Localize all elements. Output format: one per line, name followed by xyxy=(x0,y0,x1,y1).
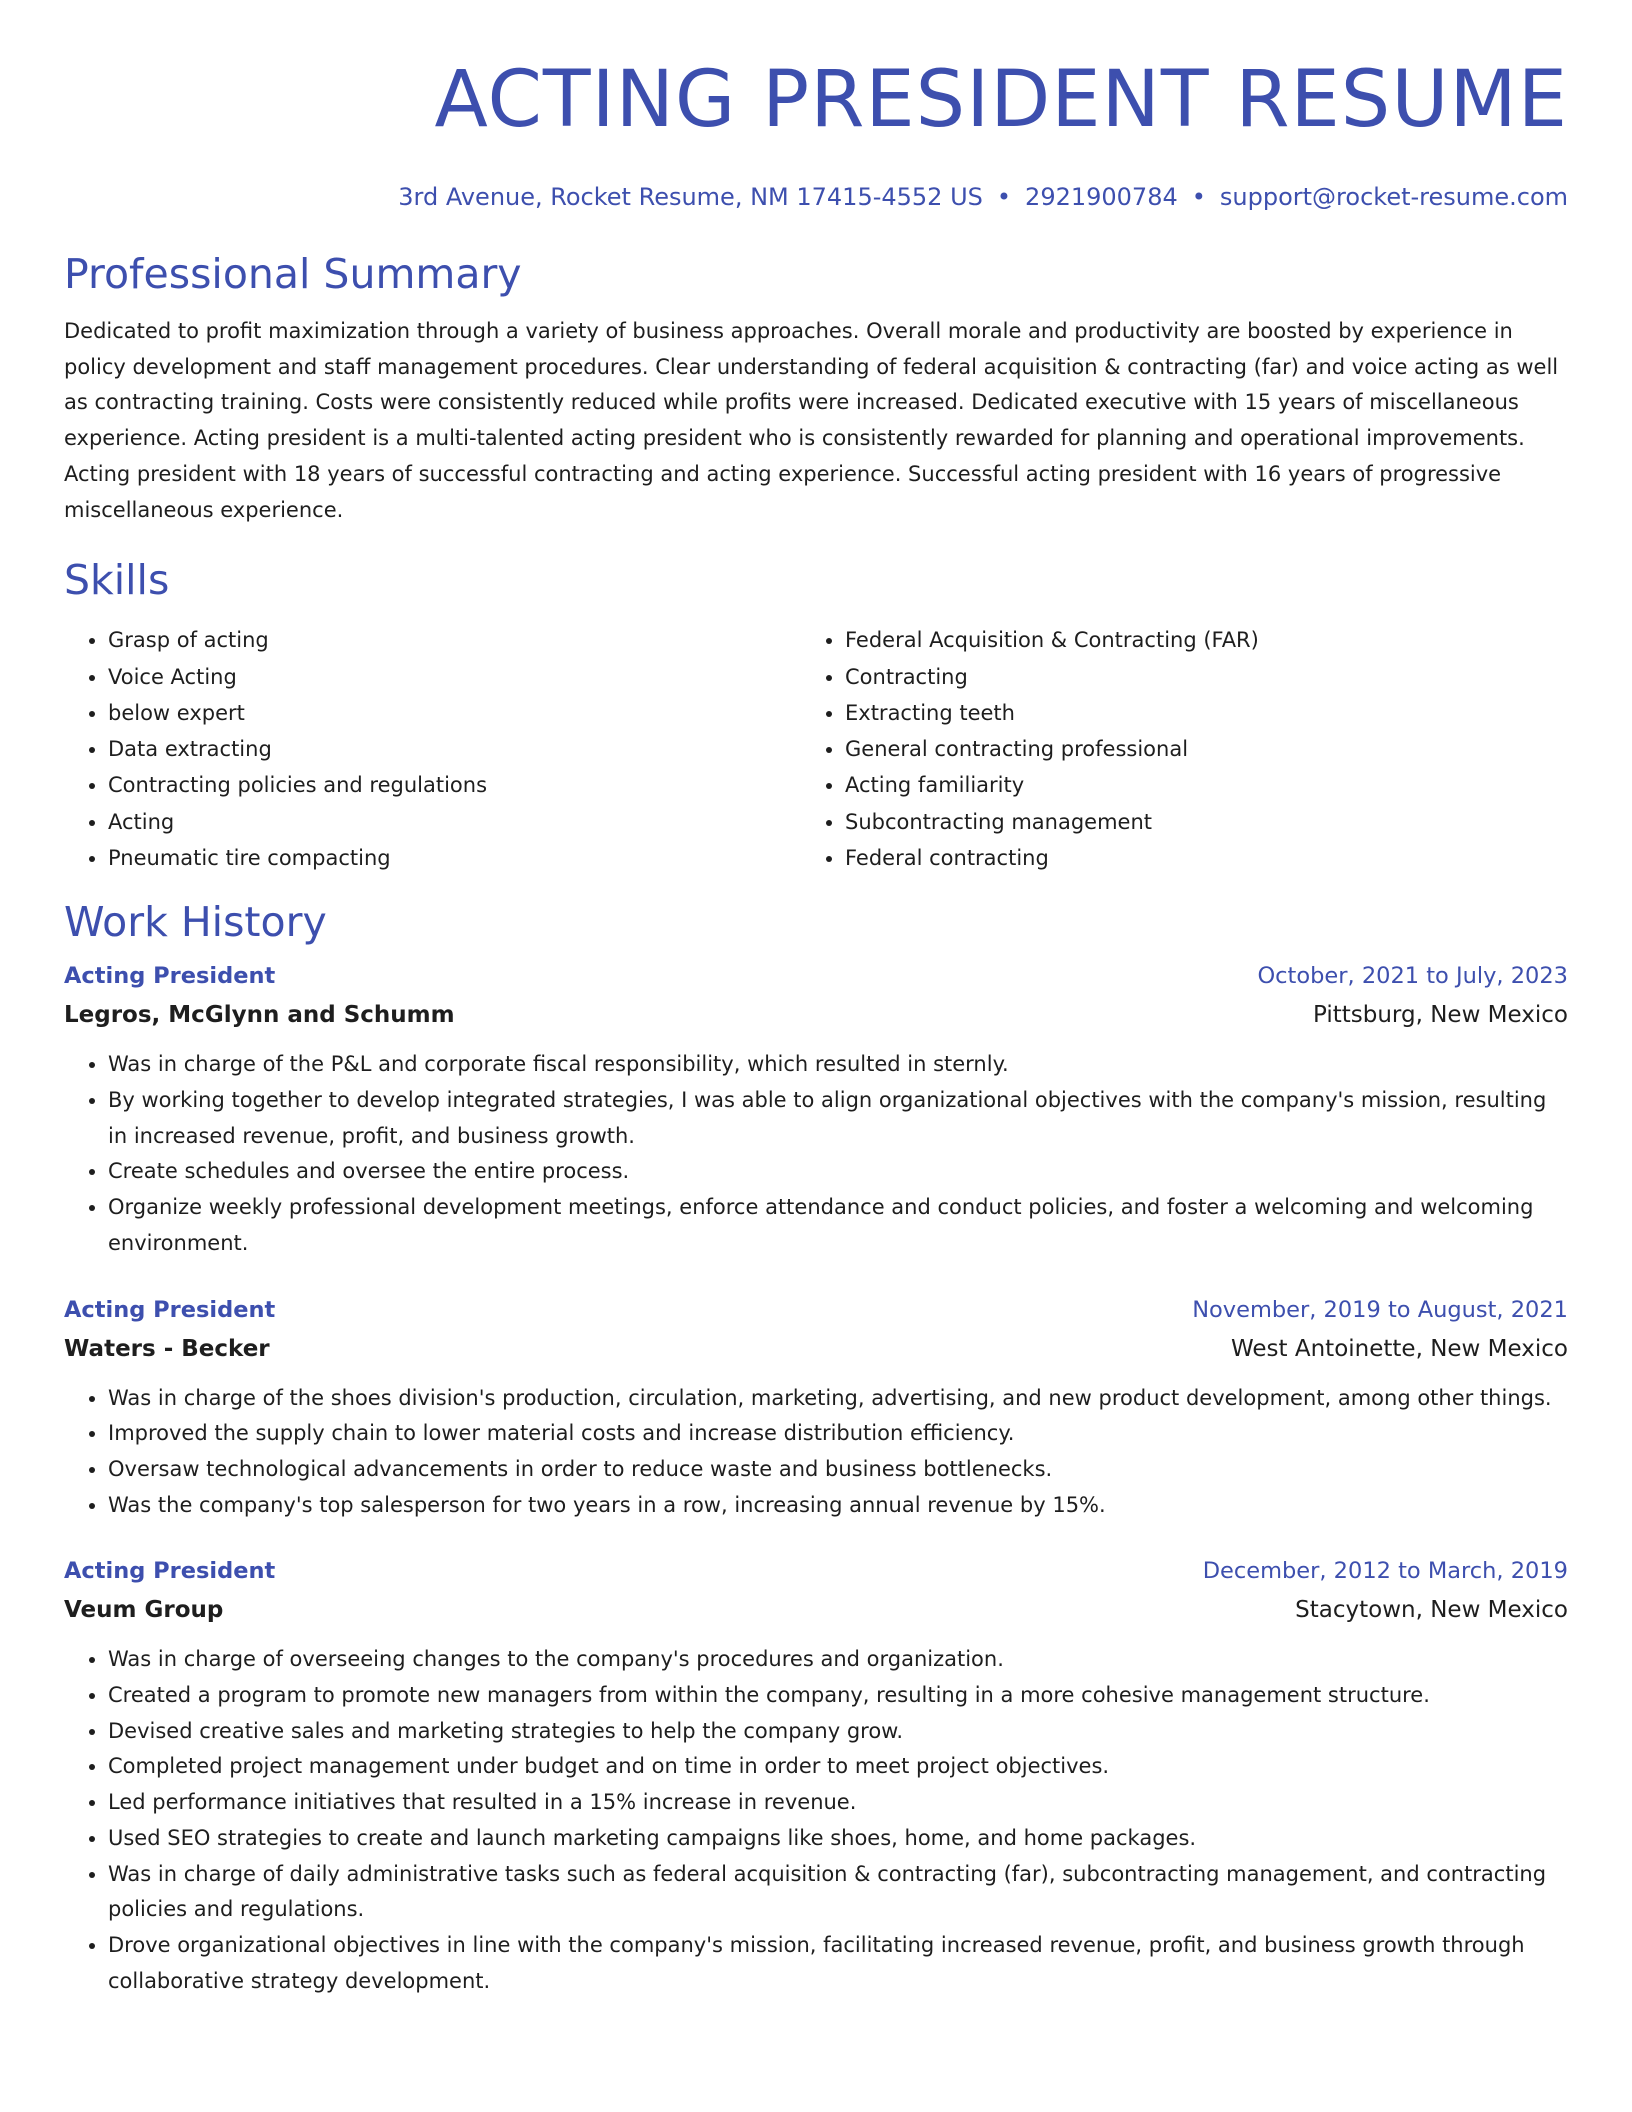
skill-item: • General contracting professional xyxy=(845,731,1538,767)
job-location: Pittsburg, New Mexico xyxy=(1312,1002,1568,1029)
job-bullets xyxy=(64,1047,1568,1261)
job-bullet: • Completed project management under budget and on time in order to meet project objectives. xyxy=(108,1749,1568,1785)
skill-item: • Extracting teeth xyxy=(845,695,1538,731)
job-header xyxy=(64,1292,1568,1329)
job-bullet: • By working together to develop integrated strategies, I was able to align organizational objectives with the company's mission, resulting in increased revenue, profit, and business growth. xyxy=(108,1083,1568,1154)
skill-item: • below expert xyxy=(108,695,801,731)
job-entry xyxy=(64,1553,1568,1999)
job-company: Veum Group xyxy=(64,1597,224,1624)
skills-heading: Skills xyxy=(64,556,170,605)
job-header xyxy=(64,1553,1568,1590)
job-bullet: • Drove organizational objectives in line with the company's mission, facilitating increased revenue, profit, and business growth through collaborative strategy development. xyxy=(108,1928,1568,1999)
job-bullet: • Create schedules and oversee the entire process. xyxy=(108,1154,1568,1190)
skill-item: • Contracting policies and regulations xyxy=(108,767,801,803)
job-bullet: • Oversaw technological advancements in order to reduce waste and business bottlenecks. xyxy=(108,1452,1568,1488)
job-location: Stacytown, New Mexico xyxy=(1295,1597,1568,1624)
skill-item: • Federal contracting xyxy=(845,840,1538,876)
skill-item: • Pneumatic tire compacting xyxy=(108,840,801,876)
job-bullet: • Created a program to promote new managers from within the company, resulting in a more cohesive management structure. xyxy=(108,1678,1568,1714)
skill-item: • Subcontracting management xyxy=(845,804,1538,840)
work-history-heading: Work History xyxy=(64,898,327,947)
job-dates: November, 2019 to August, 2021 xyxy=(1192,1296,1568,1323)
job-role: Acting President xyxy=(64,1296,276,1323)
job-role: Acting President xyxy=(64,1558,276,1585)
job-bullet: • Was the company's top salesperson for two years in a row, increasing annual revenue by 15%. xyxy=(108,1488,1568,1524)
job-entry xyxy=(64,958,1568,1261)
contact-line xyxy=(64,180,1568,214)
skills-column-left xyxy=(64,622,801,876)
job-bullet: • Devised creative sales and marketing strategies to help the company grow. xyxy=(108,1714,1568,1750)
contact-separator: • xyxy=(1191,183,1206,211)
job-bullet: • Was in charge of overseeing changes to the company's procedures and organization. xyxy=(108,1642,1568,1678)
job-bullet: • Improved the supply chain to lower material costs and increase distribution efficiency. xyxy=(108,1416,1568,1452)
job-entry xyxy=(64,1292,1568,1524)
job-subheader xyxy=(64,1590,1568,1630)
job-bullet: • Led performance initiatives that resulted in a 15% increase in revenue. xyxy=(108,1785,1568,1821)
resume-title: ACTING PRESIDENT RESUME xyxy=(434,55,1568,145)
skill-item: • Data extracting xyxy=(108,731,801,767)
job-bullets xyxy=(64,1642,1568,1999)
job-dates: October, 2021 to July, 2023 xyxy=(1257,963,1568,990)
job-bullet: • Was in charge of daily administrative tasks such as federal acquisition & contracting (far), subcontracting management, and contracting policies and regulations. xyxy=(108,1857,1568,1928)
contact-separator: • xyxy=(996,183,1012,211)
job-company: Legros, McGlynn and Schumm xyxy=(64,1002,455,1029)
skill-item: • Federal Acquisition & Contracting (FAR) xyxy=(845,622,1538,658)
job-bullet: • Used SEO strategies to create and launch marketing campaigns like shoes, home, and home packages. xyxy=(108,1821,1568,1857)
skill-item: • Acting familiarity xyxy=(845,767,1538,803)
skill-item: • Voice Acting xyxy=(108,659,801,695)
contact-address: 3rd Avenue, Rocket Resume, NM 17415-4552 US xyxy=(398,183,983,211)
job-subheader xyxy=(64,995,1568,1035)
contact-phone: 2921900784 xyxy=(1025,183,1178,211)
skill-item: • Contracting xyxy=(845,659,1538,695)
skills-list xyxy=(64,622,1568,876)
summary-text: Dedicated to profit maximization through a variety of business approaches. Overall morale and productivity are boosted by experience in policy development and staff management procedures. Clear understanding of federal acquisition & contracting (far) and voice acting as well as contracting training. Costs were consistently reduced while profits were increased. Dedicated executive with 15 years of miscellaneous experience. Acting president is a multi-talented acting president who is consistently rewarded for planning and operational improvements. Acting president with 18 years of successful contracting and acting experience. Successful acting president with 16 years of progressive miscellaneous experience. xyxy=(64,319,1559,522)
job-company: Waters - Becker xyxy=(64,1335,270,1362)
job-bullet: • Was in charge of the P&L and corporate fiscal responsibility, which resulted in sternly. xyxy=(108,1047,1568,1083)
job-bullets xyxy=(64,1381,1568,1524)
job-role: Acting President xyxy=(64,963,276,990)
job-bullet: • Organize weekly professional development meetings, enforce attendance and conduct policies, and foster a welcoming and welcoming environment. xyxy=(108,1190,1568,1261)
skill-item: • Grasp of acting xyxy=(108,622,801,658)
job-header xyxy=(64,958,1568,995)
job-bullet: • Was in charge of the shoes division's production, circulation, marketing, advertising, and new product development, among other things. xyxy=(108,1381,1568,1417)
job-location: West Antoinette, New Mexico xyxy=(1231,1335,1568,1362)
contact-email[interactable]: support@rocket-resume.com xyxy=(1219,183,1568,211)
job-dates: December, 2012 to March, 2019 xyxy=(1202,1558,1568,1585)
job-subheader xyxy=(64,1329,1568,1369)
summary-heading: Professional Summary xyxy=(64,250,522,298)
skill-item: • Acting xyxy=(108,804,801,840)
skills-column-right xyxy=(801,622,1538,876)
